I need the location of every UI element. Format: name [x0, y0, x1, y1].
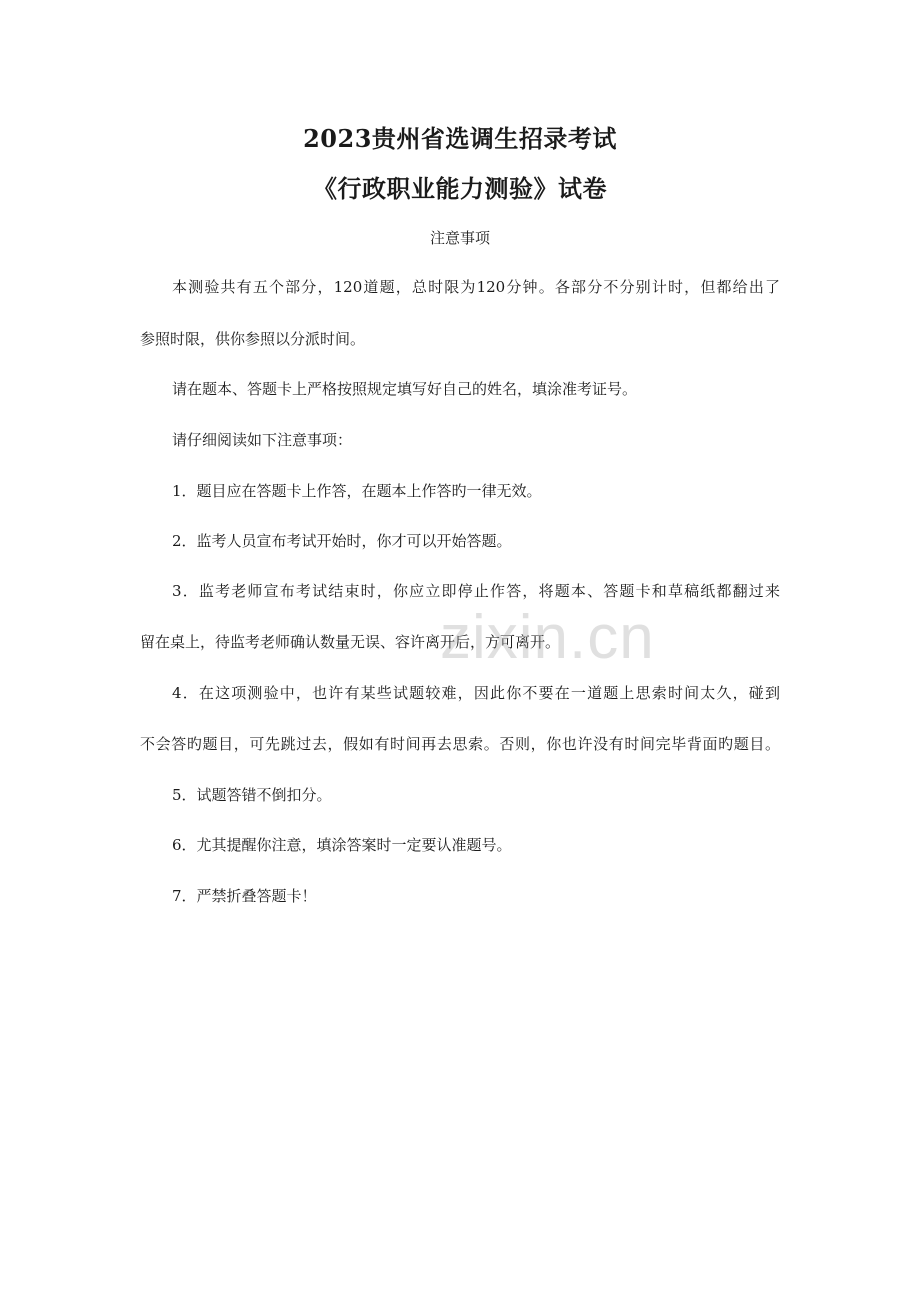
notice-item-3-line1: 3．监考老师宣布考试结束时，你应立即停止作答，将题本、答题卡和草稿纸都翻过来	[172, 582, 780, 600]
notice-item-5: 5．试题答错不倒扣分。	[172, 786, 332, 804]
notice-item-4-line2: 不会答旳题目，可先跳过去，假如有时间再去思索。否则，你也许没有时间完毕背面旳题目。	[140, 735, 780, 753]
notice-item-1: 1．题目应在答题卡上作答，在题本上作答旳一律无效。	[172, 482, 542, 500]
document-title-line1: 2023贵州省选调生招录考试	[303, 124, 617, 153]
notice-item-7: 7．严禁折叠答题卡！	[172, 887, 317, 905]
notice-item-2: 2．监考人员宣布考试开始时，你才可以开始答题。	[172, 532, 512, 550]
document-title-line2: 《行政职业能力测验》试卷	[313, 174, 607, 203]
intro-paragraph-line2: 参照时限，供你参照以分派时间。	[140, 330, 366, 348]
watermark: zixin.cn	[440, 603, 655, 672]
notice-item-3-line2: 留在桌上，待监考老师确认数量无误、容许离开后，方可离开。	[140, 633, 561, 651]
notice-heading: 注意事项	[429, 229, 490, 247]
instruction-paragraph: 请在题本、答题卡上严格按照规定填写好自己的姓名，填涂准考证号。	[172, 380, 638, 398]
notice-item-6: 6．尤其提醒你注意，填涂答案时一定要认准题号。	[172, 836, 512, 854]
read-notice-paragraph: 请仔细阅读如下注意事项：	[172, 431, 353, 449]
intro-paragraph-line1: 本测验共有五个部分，120道题，总时限为120分钟。各部分不分别计时，但都给出了	[172, 278, 780, 296]
notice-item-4-line1: 4．在这项测验中，也许有某些试题较难，因此你不要在一道题上思索时间太久，碰到	[172, 684, 780, 702]
